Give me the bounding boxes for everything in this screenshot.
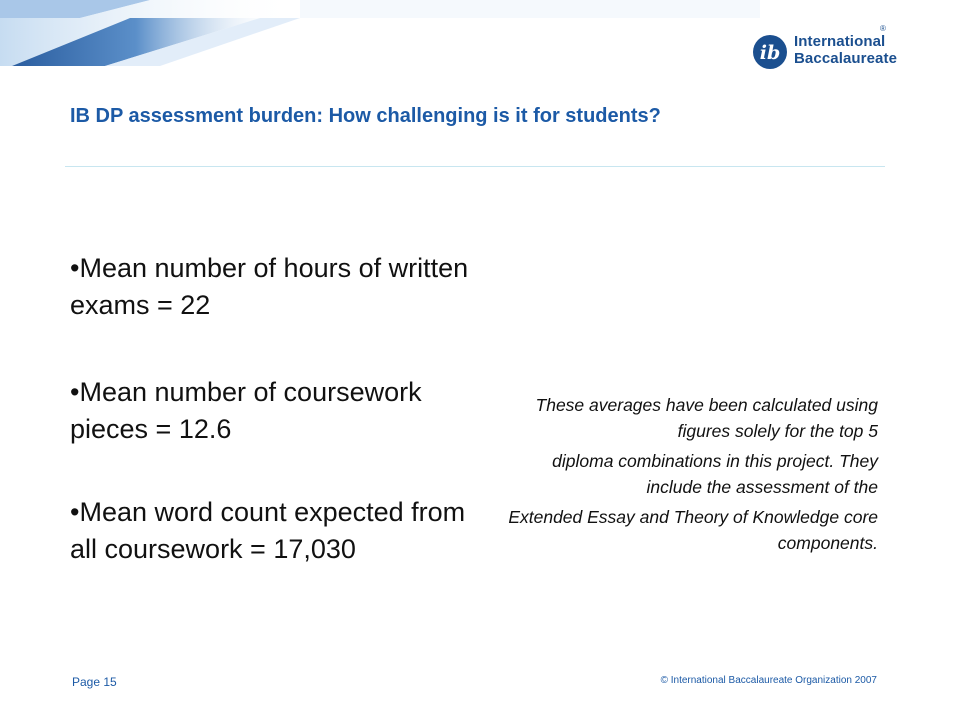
bullet-exam-hours: •Mean number of hours of written exams = 22 <box>70 253 469 320</box>
note-line-1: These averages have been calculated using figures solely for the top 5 <box>535 395 878 441</box>
ib-logo-mark-icon <box>752 28 788 72</box>
copyright-notice: © International Baccalaureate Organization 2007 <box>660 675 877 686</box>
note-line-3: Extended Essay and Theory of Knowledge core components. <box>508 507 878 553</box>
logo-line-1: International <box>794 33 886 50</box>
bullet-list <box>70 250 490 618</box>
logo-wordmark <box>794 33 897 67</box>
logo-mark-text: ib <box>759 42 781 64</box>
note-line-2: diploma combinations in this project. They include the assessment of the <box>552 451 878 497</box>
averages-note <box>500 392 878 560</box>
slide-title: IB DP assessment burden: How challenging is it for students? <box>70 105 661 127</box>
bullet-word-count: •Mean word count expected from all coursework = 17,030 <box>70 497 466 564</box>
title-divider <box>65 166 885 167</box>
ib-logo <box>752 28 897 72</box>
page-number: Page 15 <box>72 675 117 689</box>
logo-registered-mark: ® <box>880 24 886 33</box>
bullet-coursework-pieces: •Mean number of coursework pieces = 12.6 <box>70 377 422 444</box>
logo-line-2: Baccalaureate <box>794 50 898 67</box>
